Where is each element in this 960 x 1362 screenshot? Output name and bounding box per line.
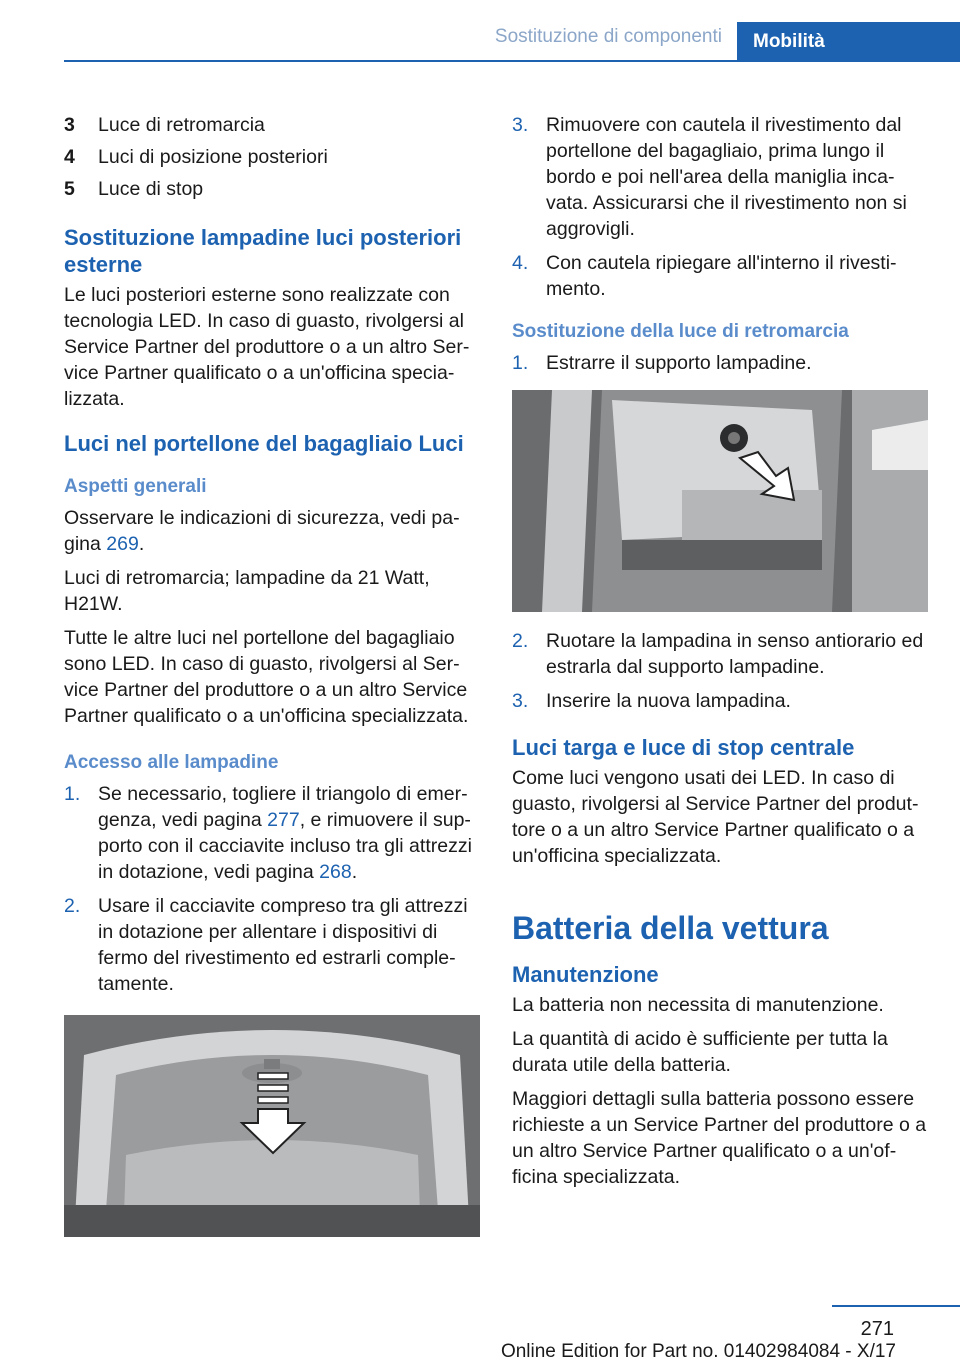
legend-item: 3 Luce di retromarcia: [64, 114, 265, 136]
heading-reverse-light: Sostituzione della luce di retromarcia: [512, 321, 849, 342]
right-column: [512, 112, 930, 1198]
step-item: 2. Ruotare la lampadina in senso antiorario ed estrarla dal supporto lampadine.: [512, 630, 924, 678]
paragraph-other-lights: Tutte le altre luci nel portellone del bagagliaio sono LED. In caso di guasto, rivolgersi al Ser‐vice Partner del produttore o a un altro Service Partner qualificato o a un'officina specializzata.: [64, 627, 469, 727]
trunk-lid-photo: [64, 1015, 480, 1237]
page-header: [0, 0, 960, 62]
page-link-277[interactable]: 277: [267, 809, 300, 831]
paragraph-safety: Osservare le indicazioni di sicurezza, vedi pa‐gina 269.: [64, 507, 460, 555]
paragraph-maintenance: La batteria non necessita di manutenzione.: [512, 994, 884, 1016]
trunk-lid-illustration: [64, 1015, 480, 1237]
step-item: 3. Inserire la nuova lampadina.: [512, 690, 791, 712]
step-item: 3. Rimuovere con cautela il rivestimento dal portellone del bagagliaio, prima lungo il bordo e poi nell'area della maniglia inca‐vata. Assicurarsi che il rivestimento non si aggrovigli.: [512, 114, 907, 240]
bulb-holder-photo: [512, 390, 928, 612]
heading-trunk-lights: Luci nel portellone del bagagliaio Luci: [64, 431, 464, 456]
edition-note: Online Edition for Part no. 01402984084 - X/17: [500, 1341, 896, 1362]
header-section-title: Sostituzione di componenti: [494, 26, 722, 47]
legend-item: 4 Luci di posizione posteriori: [64, 146, 328, 168]
page-number: 271: [860, 1318, 894, 1340]
step-item: 1. Estrarre il supporto lampadine.: [512, 352, 812, 374]
heading-battery: Batteria della vettura: [512, 910, 829, 946]
paragraph-reverse-bulbs: Luci di retromarcia; lampadine da 21 Watt, H21W.: [64, 567, 430, 615]
left-column: [64, 112, 482, 1253]
paragraph-plate: Come luci vengono usati dei LED. In caso di guasto, rivolgersi al Service Partner del produt‐tore o a un altro Service Partner qualificato o a un'officina specializzata.: [512, 767, 919, 867]
page-link-268[interactable]: 268: [319, 861, 352, 883]
paragraph-acid: La quantità di acido è sufficiente per tutta la durata utile della batteria.: [512, 1028, 888, 1076]
step-item: 4. Con cautela ripiegare all'interno il rivesti‐mento.: [512, 252, 897, 300]
header-chapter-tab: Mobilità: [737, 22, 960, 62]
footer-rule: [832, 1305, 960, 1307]
paragraph-more-info: Maggiori dettagli sulla batteria possono essere richieste a un Service Partner del produttore o a un altro Service Partner qualificato o a un'of‐ficina specializzata.: [512, 1088, 927, 1188]
step-item: 2. Usare il cacciavite compreso tra gli attrezzi in dotazione per allentare i dispositivi di fermo del rivestimento ed estrarli comple‐tamente.: [64, 895, 468, 995]
heading-maintenance: Manutenzione: [512, 962, 659, 987]
page-link-269[interactable]: 269: [106, 533, 139, 555]
step-item: 1. Se necessario, togliere il triangolo di emer‐genza, vedi pagina 277, e rimuovere il sup‐porto con il cacciavite incluso tra gli attrezzi in dotazione, vedi pagina 268.: [64, 783, 472, 883]
bulb-holder-illustration: [512, 390, 928, 612]
heading-plate-lights: Luci targa e luce di stop centrale: [512, 735, 855, 760]
heading-external-lights: Sostituzione lampadine luci posteriori esterne: [64, 225, 462, 277]
legend-item: 5 Luce di stop: [64, 178, 204, 200]
paragraph-external: Le luci posteriori esterne sono realizzate con tecnologia LED. In caso di guasto, rivolgersi al Service Partner del produttore o a un altro Ser‐vice Partner qualificato o a un'officina specia‐lizzata.: [64, 284, 470, 410]
heading-access: Accesso alle lampadine: [64, 752, 279, 773]
header-rule: [64, 60, 960, 62]
heading-general: Aspetti generali: [64, 476, 207, 497]
